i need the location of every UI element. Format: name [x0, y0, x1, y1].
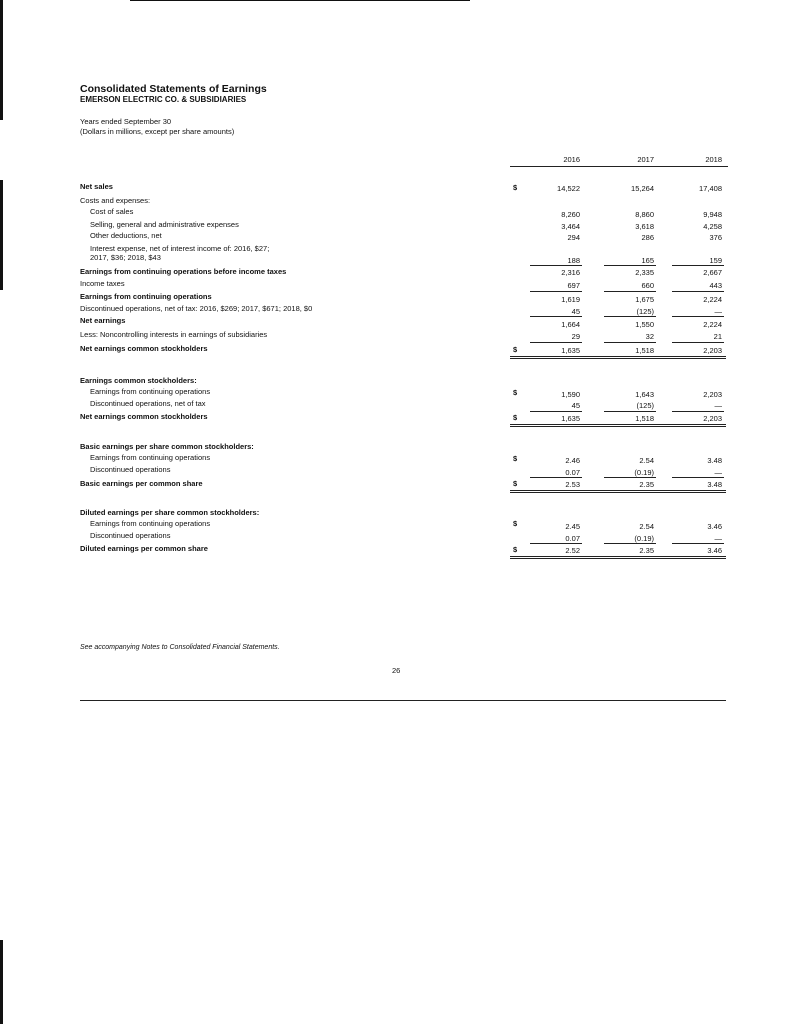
row-label-earnings-continuing: Earnings from continuing operations [80, 292, 212, 301]
row-label-interest-expense: Interest expense, net of interest income of: 2016, $27; [90, 244, 270, 253]
scan-edge-left [0, 0, 3, 120]
net-sales-2016: 14,522 [557, 184, 580, 193]
page-number: 26 [392, 666, 401, 675]
ecs-continuing-2016: 1,590 [561, 390, 580, 399]
income-taxes-2018: 443 [709, 281, 722, 290]
income-taxes-2017: 660 [641, 281, 654, 290]
double-rule-3b [510, 492, 726, 493]
ecs-discontinued-2016: 45 [571, 401, 580, 410]
rule-2018-c [672, 316, 724, 317]
noncontrolling-2017: 32 [645, 332, 654, 341]
basic-total-2017: 2.35 [639, 480, 654, 489]
double-rule-3a [510, 490, 726, 491]
rule-2016-b [530, 291, 582, 292]
rule-2016-g [530, 543, 582, 544]
noncontrolling-2016: 29 [571, 332, 580, 341]
net-earnings-common-2018: 2,203 [703, 346, 722, 355]
double-rule-1a [510, 356, 726, 357]
noncontrolling-2018: 21 [713, 332, 722, 341]
page-bottom-rule [80, 700, 726, 701]
rule-2017-b [604, 291, 656, 292]
net-earnings-common-2016: 1,635 [561, 346, 580, 355]
rule-2018-e [672, 411, 724, 412]
diluted-continuing-2017: 2.54 [639, 522, 654, 531]
rule-2017-g [604, 543, 656, 544]
discontinued-2016: 45 [571, 307, 580, 316]
earnings-before-taxes-2017: 2,335 [635, 268, 654, 277]
row-label-diluted-continuing: Earnings from continuing operations [90, 519, 211, 528]
row-label-earnings-before-taxes: Earnings from continuing operations before income taxes [80, 267, 287, 276]
interest-expense-2018: 159 [709, 256, 722, 265]
sga-2016: 3,464 [561, 222, 580, 231]
rule-2017-e [604, 411, 656, 412]
rule-2016-a [530, 265, 582, 266]
row-label-other-deductions: Other deductions, net [90, 231, 162, 240]
scan-edge-left-2 [0, 180, 3, 290]
rule-2017-d [604, 342, 656, 343]
rule-2018-b [672, 291, 724, 292]
sga-2018: 4,258 [703, 222, 722, 231]
header-underline [510, 166, 728, 167]
diluted-discontinued-2017: (0.19) [634, 534, 654, 543]
row-label-income-taxes: Income taxes [80, 279, 125, 288]
row-label-cost-of-sales: Cost of sales [90, 207, 134, 216]
net-earnings-2016: 1,664 [561, 320, 580, 329]
cost-of-sales-2016: 8,260 [561, 210, 580, 219]
rule-2016-e [530, 411, 582, 412]
row-label-diluted-discontinued: Discontinued operations [90, 531, 171, 540]
other-deductions-2018: 376 [709, 233, 722, 242]
currency-symbol-7: $ [513, 545, 518, 554]
diluted-continuing-2018: 3.46 [707, 522, 722, 531]
row-label-diluted-header: Diluted earnings per share common stockholders: [80, 508, 260, 517]
currency-symbol-3: $ [513, 413, 518, 422]
double-rule-1b [510, 358, 726, 359]
net-sales-2017: 15,264 [631, 184, 654, 193]
rule-2018-g [672, 543, 724, 544]
earnings-before-taxes-2016: 2,316 [561, 268, 580, 277]
column-header-2017: 2017 [637, 155, 654, 164]
rule-2018-a [672, 265, 724, 266]
column-header-2018: 2018 [705, 155, 722, 164]
row-label-noncontrolling: Less: Noncontrolling interests in earnings of subsidiaries [80, 330, 268, 339]
diluted-total-2018: 3.46 [707, 546, 722, 555]
row-label-ecs-discontinued: Discontinued operations, net of tax [90, 399, 206, 408]
row-label-sga: Selling, general and administrative expenses [90, 220, 239, 229]
currency-symbol-4: $ [513, 454, 518, 463]
discontinued-2018: — [714, 307, 722, 316]
diluted-total-2017: 2.35 [639, 546, 654, 555]
currency-symbol-5: $ [513, 479, 518, 488]
row-label-ecs-header: Earnings common stockholders: [80, 376, 197, 385]
row-label-diluted-total: Diluted earnings per common share [80, 544, 208, 553]
basic-total-2016: 2.53 [565, 480, 580, 489]
interest-expense-2016: 188 [567, 256, 580, 265]
row-label-discontinued: Discontinued operations, net of tax: 2016, $269; 2017, $671; 2018, $0 [80, 304, 313, 313]
ecs-continuing-2017: 1,643 [635, 390, 654, 399]
net-sales-2018: 17,408 [699, 184, 722, 193]
earnings-continuing-2017: 1,675 [635, 295, 654, 304]
earnings-before-taxes-2018: 2,667 [703, 268, 722, 277]
scan-edge-top [130, 0, 470, 1]
currency-symbol-1: $ [513, 345, 518, 354]
row-label-net-earnings-common: Net earnings common stockholders [80, 344, 208, 353]
double-rule-4b [510, 558, 726, 559]
footnote: See accompanying Notes to Consolidated Financial Statements. [80, 644, 280, 651]
diluted-total-2016: 2.52 [565, 546, 580, 555]
rule-2016-c [530, 316, 582, 317]
rule-2017-c [604, 316, 656, 317]
ecs-net-2017: 1,518 [635, 414, 654, 423]
rule-2018-f [672, 477, 724, 478]
other-deductions-2016: 294 [567, 233, 580, 242]
basic-total-2018: 3.48 [707, 480, 722, 489]
cost-of-sales-2017: 8,860 [635, 210, 654, 219]
basic-discontinued-2018: — [714, 468, 722, 477]
statement-title: Consolidated Statements of Earnings [80, 83, 267, 95]
row-label-ecs-net: Net earnings common stockholders [80, 412, 208, 421]
ecs-discontinued-2018: — [714, 401, 722, 410]
diluted-discontinued-2018: — [714, 534, 722, 543]
earnings-continuing-2016: 1,619 [561, 295, 580, 304]
ecs-continuing-2018: 2,203 [703, 390, 722, 399]
currency-symbol-6: $ [513, 519, 518, 528]
row-label-basic-total: Basic earnings per common share [80, 479, 203, 488]
rule-2016-f [530, 477, 582, 478]
rule-2018-d [672, 342, 724, 343]
currency-symbol: $ [513, 183, 518, 192]
net-earnings-common-2017: 1,518 [635, 346, 654, 355]
ecs-discontinued-2017: (125) [636, 401, 654, 410]
other-deductions-2017: 286 [641, 233, 654, 242]
earnings-continuing-2018: 2,224 [703, 295, 722, 304]
income-taxes-2016: 697 [567, 281, 580, 290]
row-label-net-sales: Net sales [80, 182, 113, 191]
double-rule-4a [510, 556, 726, 557]
basic-continuing-2016: 2.46 [565, 456, 580, 465]
basic-discontinued-2016: 0.07 [565, 468, 580, 477]
column-header-2016: 2016 [563, 155, 580, 164]
double-rule-2b [510, 426, 726, 427]
sga-2017: 3,618 [635, 222, 654, 231]
row-label-net-earnings: Net earnings [80, 316, 126, 325]
basic-continuing-2018: 3.48 [707, 456, 722, 465]
row-label-basic-continuing: Earnings from continuing operations [90, 453, 211, 462]
net-earnings-2017: 1,550 [635, 320, 654, 329]
ecs-net-2016: 1,635 [561, 414, 580, 423]
company-name: EMERSON ELECTRIC CO. & SUBSIDIARIES [80, 95, 247, 104]
rule-2017-f [604, 477, 656, 478]
rule-2017-a [604, 265, 656, 266]
net-earnings-2018: 2,224 [703, 320, 722, 329]
units-note: (Dollars in millions, except per share amounts) [80, 127, 235, 136]
interest-expense-2017: 165 [641, 256, 654, 265]
scan-edge-left-3 [0, 940, 3, 1024]
row-label-basic-discontinued: Discontinued operations [90, 465, 171, 474]
rule-2016-d [530, 342, 582, 343]
basic-continuing-2017: 2.54 [639, 456, 654, 465]
currency-symbol-2: $ [513, 388, 518, 397]
diluted-continuing-2016: 2.45 [565, 522, 580, 531]
basic-discontinued-2017: (0.19) [634, 468, 654, 477]
period-label: Years ended September 30 [80, 117, 172, 126]
row-label-ecs-continuing: Earnings from continuing operations [90, 387, 211, 396]
diluted-discontinued-2016: 0.07 [565, 534, 580, 543]
cost-of-sales-2018: 9,948 [703, 210, 722, 219]
discontinued-2017: (125) [636, 307, 654, 316]
ecs-net-2018: 2,203 [703, 414, 722, 423]
row-label-costs-expenses: Costs and expenses: [80, 196, 151, 205]
row-label-interest-expense-line2: 2017, $36; 2018, $43 [90, 253, 161, 262]
double-rule-2a [510, 424, 726, 425]
row-label-basic-header: Basic earnings per share common stockholders: [80, 442, 254, 451]
